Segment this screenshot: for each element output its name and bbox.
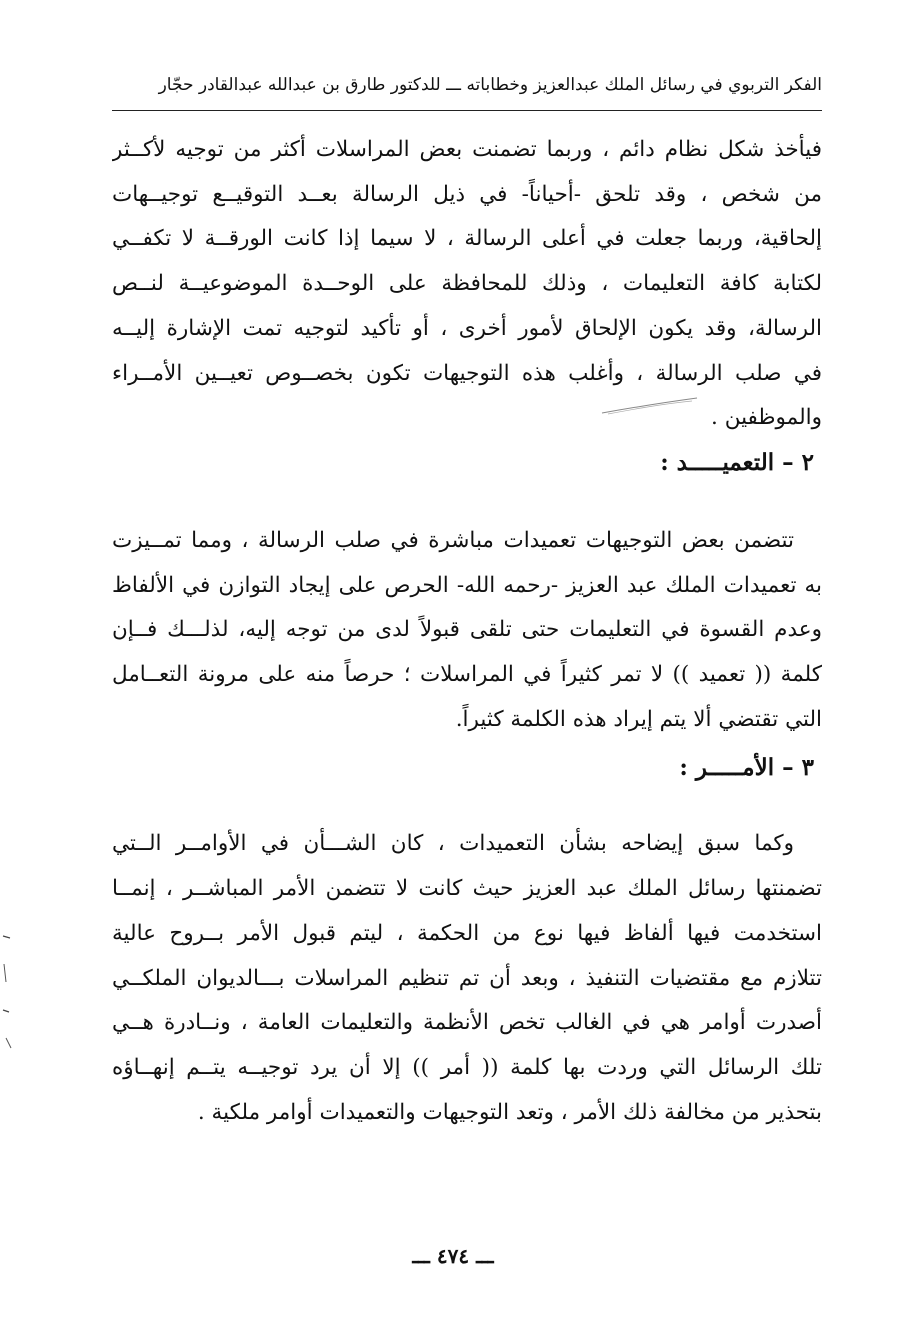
text-line: لكتابة كافة التعليمات ، وذلك للمحافظة على الوحــدة الموضوعيــة لنــص [112,271,822,297]
text-line: استخدمت فيها ألفاظ فيها نوع من الحكمة ، ليتم قبول الأمر بــروح عالية [112,920,822,946]
text-line: الرسالة، وقد يكون الإلحاق لأمور أخرى ، أو تأكيد لتوجيه تمت الإشارة إليــه [112,315,822,341]
paragraph-amr [112,822,822,1135]
paragraph-taamid [112,519,822,743]
section-heading-taamid: ٢ – التعميـــــد : [660,448,814,476]
text-line: وعدم القسوة في التعليمات حتى تلقى قبولاً لدى من توجه إليه، لذلـــك فــإن [112,617,822,643]
text-line: التي تقتضي ألا يتم إيراد هذه الكلمة كثيراً. [455,706,822,732]
margin-marks [0,930,14,1070]
text-line: تتضمن بعض التوجيهات تعميدات مباشرة في صلب الرسالة ، ومما تمــيزت [112,527,794,553]
text-line: من شخص ، وقد تلحق -أحياناً- في ذيل الرسالة بعــد التوقيــع توجيــهات [112,181,822,207]
paragraph-1 [112,128,822,441]
text-line: أصدرت أوامر هي في الغالب تخص الأنظمة والتعليمات العامة ، ونــادرة هــي [112,1010,822,1036]
text-line: تضمنتها رسائل الملك عبد العزيز حيث كانت لا تتضمن الأمر المباشــر ، إنمــا [112,876,822,902]
text-line: به تعميدات الملك عبد العزيز -رحمه الله- الحرص على إيجاد التوازن في الألفاظ [112,572,822,598]
text-line: تلك الرسائل التي وردت بها كلمة (( أمر )) إلا أن يرد توجيــه يتــم إنهــاؤه [112,1054,822,1080]
page-number: ـــ ٤٧٤ ـــ [412,1244,494,1268]
text-line: فيأخذ شكل نظام دائم ، وربما تضمنت بعض المراسلات أكثر من توجيه لأكــثر [112,137,822,162]
text-line: تتلازم مع مقتضيات التنفيذ ، وبعد أن تم تنظيم المراسلات بـــالديوان الملكــي [112,965,822,991]
text-line: إلحاقية، وربما جعلت في أعلى الرسالة ، لا سيما إذا كانت الورقــة لا تكفــي [112,226,822,252]
text-line: وكما سبق إيضاحه بشأن التعميدات ، كان الشـــأن في الأوامــر الــتي [112,831,794,857]
page-body [112,128,822,1135]
text-line: كلمة (( تعميد )) لا تمر كثيراً في المراسلات ؛ حرصاً منه على مرونة التعــامل [112,662,822,688]
running-header-title: الفكر التربوي في رسائل الملك عبدالعزيز وخطاباته ـــ للدكتور طارق بن عبدالله عبدالقادر حجّار [158,75,822,95]
text-line: بتحذير من مخالفة ذلك الأمر ، وتعد التوجيهات والتعميدات أوامر ملكية . [197,1099,822,1125]
section-heading-amr: ٣ – الأمـــــر : [679,754,814,782]
text-line: في صلب الرسالة ، وأغلب هذه التوجيهات تكون بخصــوص تعيــين الأمــراء [112,360,822,386]
text-line: والموظفين . [711,405,822,431]
running-header [112,70,822,111]
